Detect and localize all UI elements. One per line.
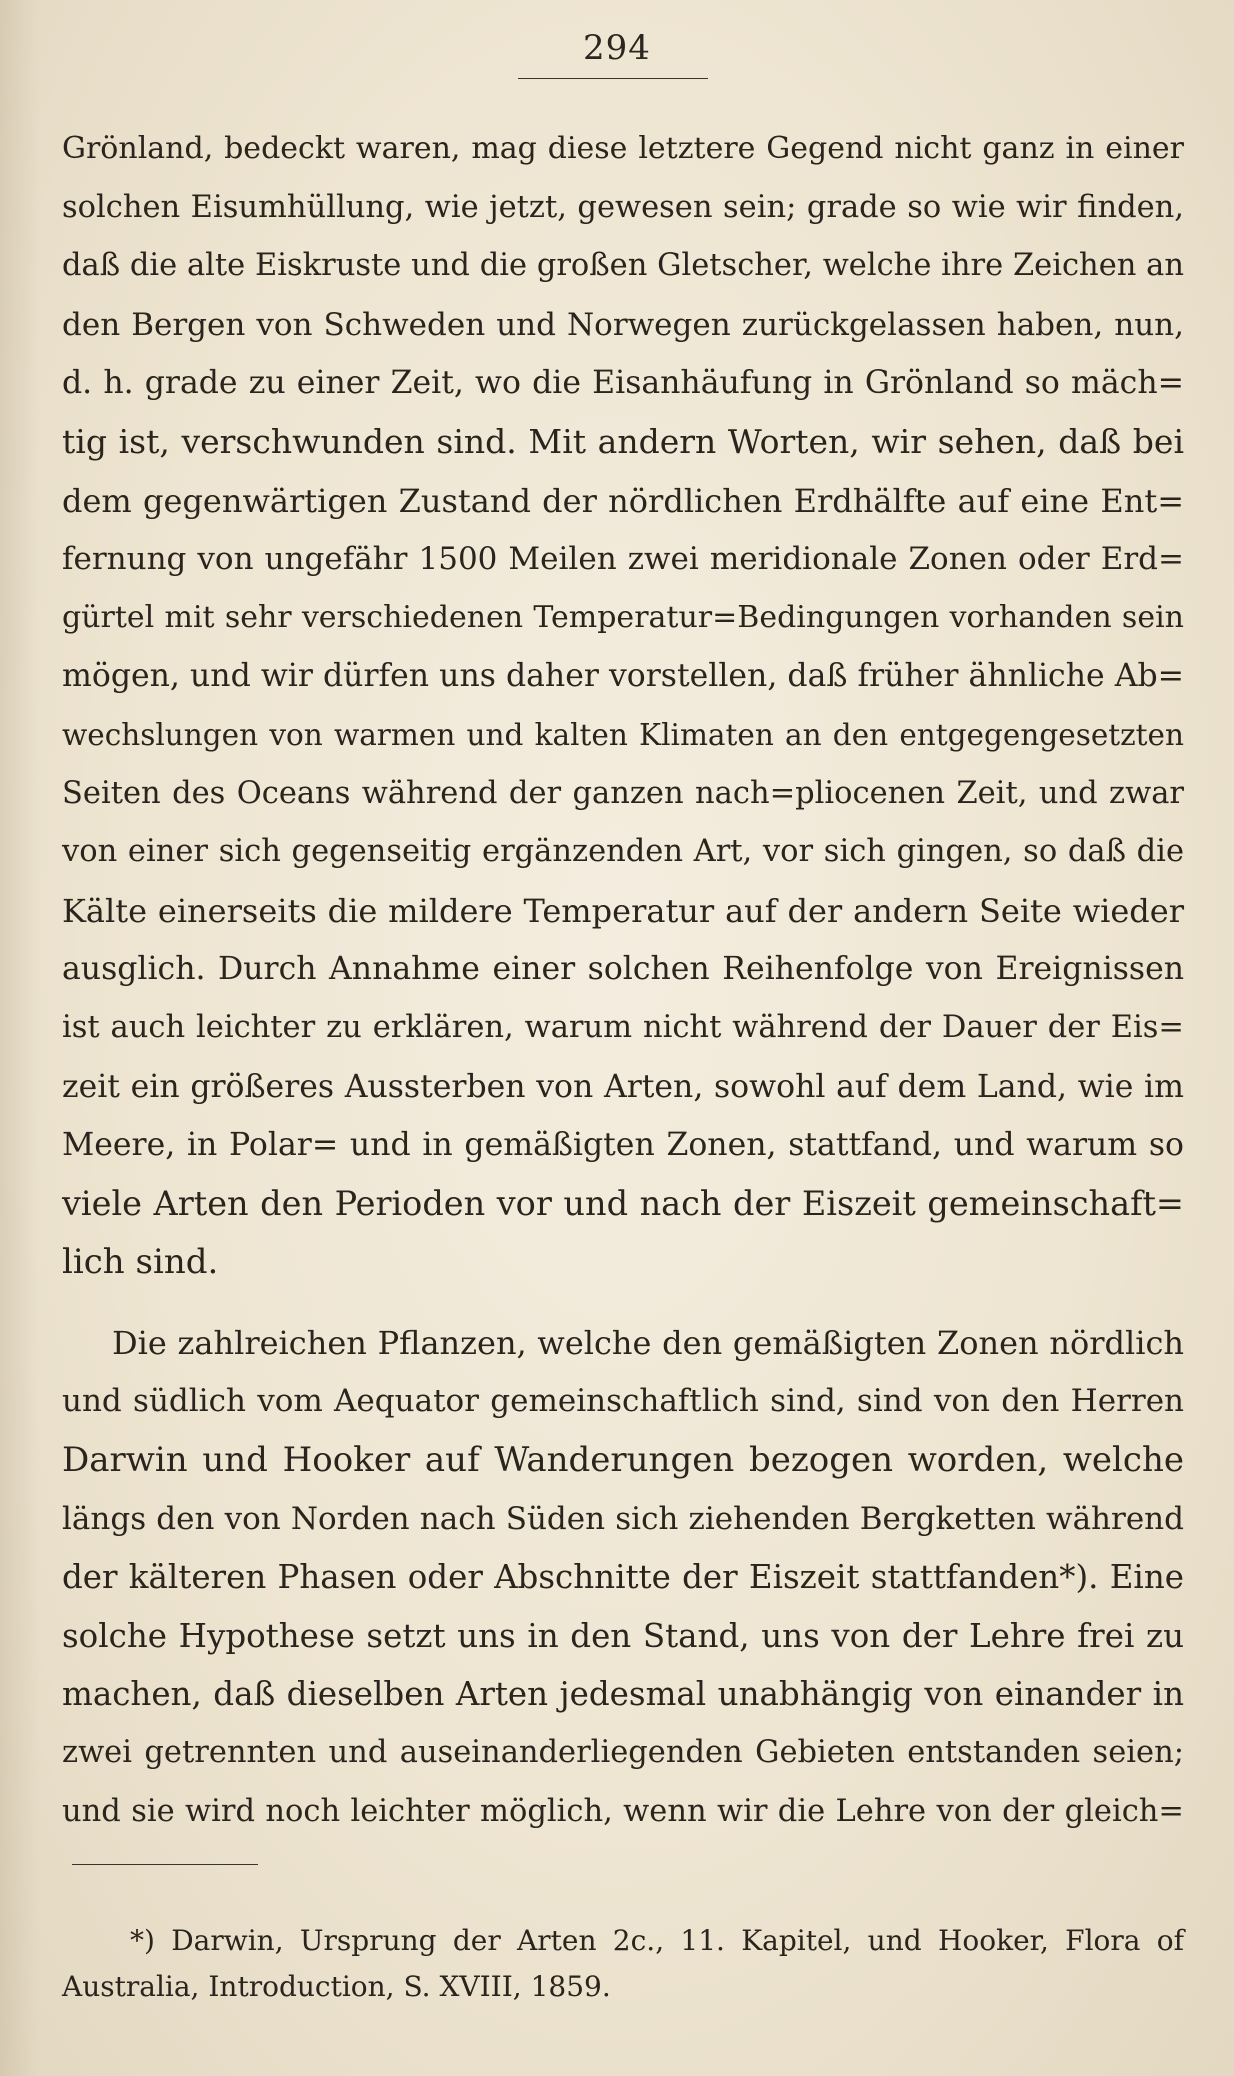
text-line: zwei getrennten und auseinanderliegenden Gebieten entstanden seien;	[62, 1735, 1184, 1771]
text-line: tig ist, verschwunden sind. Mit andern Worten, wir sehen, daß bei	[62, 421, 1184, 461]
text-line: der kälteren Phasen oder Abschnitte der Eiszeit stattfanden*). Eine	[62, 1558, 1184, 1597]
text-line: solche Hypothese setzt uns in den Stand, uns von der Lehre frei zu	[62, 1616, 1184, 1655]
page-edge-shadow	[0, 0, 40, 2076]
text-line: und sie wird noch leichter möglich, wenn wir die Lehre von der gleich=	[62, 1793, 1184, 1829]
text-line: von einer sich gegenseitig ergänzenden Art, vor sich gingen, so daß die	[62, 834, 1184, 870]
footnote	[62, 1918, 1184, 2010]
text-line: zeit ein größeres Aussterben von Arten, sowohl auf dem Land, wie im	[62, 1068, 1184, 1105]
text-line: längs den von Norden nach Süden sich ziehenden Bergketten während	[62, 1500, 1184, 1537]
text-line: daß die alte Eiskruste und die großen Gletscher, welche ihre Zeichen an	[62, 248, 1184, 284]
text-line: ausglich. Durch Annahme einer solchen Reihenfolge von Ereignissen	[62, 951, 1184, 988]
text-line-paragraph-start: Die zahlreichen Pflanzen, welche den gemäßigten Zonen nördlich	[112, 1323, 1184, 1362]
main-text	[62, 120, 1184, 1841]
paragraph-gap	[62, 1292, 1184, 1314]
text-line: dem gegenwärtigen Zustand der nördlichen Erdhälfte auf eine Ent=	[62, 481, 1184, 520]
page-number: 294	[583, 28, 651, 68]
header-rule	[518, 78, 708, 79]
text-line: Seiten des Oceans während der ganzen nach=pliocenen Zeit, und zwar	[62, 775, 1184, 811]
text-line: den Bergen von Schweden und Norwegen zurückgelassen haben, nun,	[62, 306, 1184, 343]
text-line: solchen Eisumhüllung, wie jetzt, gewesen sein; grade so wie wir finden,	[62, 189, 1184, 225]
text-line: wechslungen von warmen und kalten Klimaten an den entgegengesetzten	[62, 717, 1184, 752]
text-line: machen, daß dieselben Arten jedesmal unabhängig von einander in	[62, 1675, 1184, 1714]
text-line: Grönland, bedeckt waren, mag diese letztere Gegend nicht ganz in einer	[62, 131, 1184, 166]
footnote-line: Australia, Introduction, S. XVIII, 1859.	[62, 1970, 611, 2003]
text-line-paragraph-end: lich sind.	[62, 1242, 219, 1283]
text-line: d. h. grade zu einer Zeit, wo die Eisanhäufung in Grönland so mäch=	[62, 365, 1184, 402]
text-line: fernung von ungefähr 1500 Meilen zwei meridionale Zonen oder Erd=	[62, 541, 1184, 578]
text-line: Darwin und Hooker auf Wanderungen bezogen worden, welche	[62, 1440, 1184, 1481]
text-line: mögen, und wir dürfen uns daher vorstellen, daß früher ähnliche Ab=	[62, 658, 1184, 695]
text-line: ist auch leichter zu erklären, warum nicht während der Dauer der Eis=	[62, 1009, 1184, 1045]
text-line: Kälte einerseits die mildere Temperatur auf der andern Seite wieder	[62, 891, 1184, 930]
text-line: Meere, in Polar= und in gemäßigten Zonen, stattfand, und warum so	[62, 1127, 1184, 1164]
footnote-rule	[72, 1864, 258, 1865]
text-line: viele Arten den Perioden vor und nach der Eiszeit gemeinschaft=	[62, 1183, 1184, 1223]
text-line: gürtel mit sehr verschiedenen Temperatur=Bedingungen vorhanden sein	[62, 599, 1184, 635]
footnote-line: *) Darwin, Ursprung der Arten 2c., 11. Kapitel, und Hooker, Flora of	[130, 1924, 1184, 1957]
text-line: und südlich vom Aequator gemeinschaftlich sind, sind von den Herren	[62, 1383, 1184, 1420]
